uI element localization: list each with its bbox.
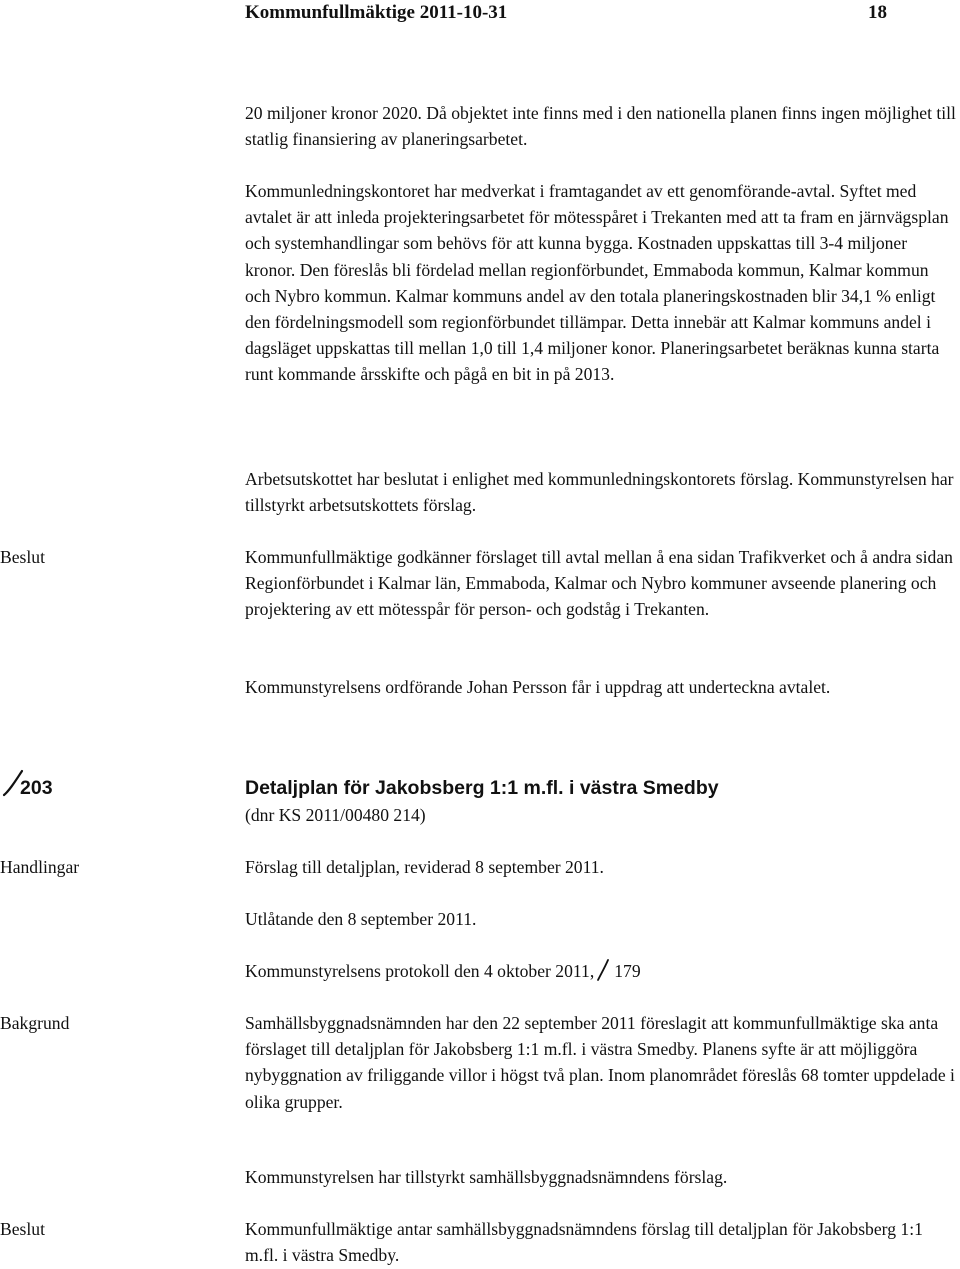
background-label: Bakgrund	[0, 1013, 70, 1033]
paragraph-text: Samhällsbyggnadsnämnden har den 22 september 2011 föreslagit att kommunfullmäktige ska anta förslaget till detaljplan för Jakobsberg 1:1 m.fl. i västra Smedby. Planens syfte är att möjliggöra nybyggnation av friliggande villor i högst två plan. Inom planområdet föreslås 68 tomter uppdelade i olika grupper.	[245, 1013, 955, 1112]
paragraph-text: Kommunfullmäktige antar samhällsbyggnadsnämndens förslag till detaljplan för Jakobsberg 1:1 m.fl. i västra Smedby.	[245, 1219, 923, 1266]
background-paragraph-1	[245, 1010, 957, 1115]
protocol-number: 179	[614, 961, 641, 981]
document-item-1	[245, 854, 957, 880]
case-number: 203	[20, 777, 53, 799]
header-title: Kommunfullmäktige 2011-10-31	[245, 2, 508, 23]
continued-paragraph-1	[245, 100, 957, 152]
page-number: 18	[868, 2, 887, 23]
document-item-3	[245, 958, 957, 984]
background-paragraph-2	[245, 1164, 957, 1190]
paragraph-text: Kommunstyrelsen har tillstyrkt samhällsbyggnadsnämndens förslag.	[245, 1167, 728, 1187]
decision-paragraph-1	[245, 544, 957, 623]
decision-paragraph-203	[245, 1216, 957, 1268]
case-title: Detaljplan för Jakobsberg 1:1 m.fl. i västra Smedby	[245, 777, 719, 799]
paragraph-text: Utlåtande den 8 september 2011.	[245, 909, 477, 929]
decision-paragraph-2	[245, 674, 957, 700]
continued-paragraph-3	[245, 466, 957, 518]
decision-label: Beslut	[0, 547, 45, 567]
paragraph-text: Kommunfullmäktige godkänner förslaget till avtal mellan å ena sidan Trafikverket och å andra sidan Regionförbundet i Kalmar län, Emmaboda, Kalmar och Nybro kommuner avseende planering och projektering av ett mötesspår för person- och godståg i Trekanten.	[245, 547, 953, 620]
page-header	[0, 0, 960, 26]
section-sign-icon	[596, 959, 610, 981]
continued-paragraph-2	[245, 178, 957, 388]
paragraph-text: Förslag till detaljplan, reviderad 8 september 2011.	[245, 857, 604, 877]
protocol-text: Kommunstyrelsens protokoll den 4 oktober 2011,	[245, 961, 595, 981]
decision-label-203: Beslut	[0, 1219, 45, 1239]
paragraph-text: Arbetsutskottet har beslutat i enlighet med kommunledningskontorets förslag. Kommunstyrelsen har tillstyrkt arbetsutskottets förslag.	[245, 469, 954, 516]
case-dnr: (dnr KS 2011/00480 214)	[245, 805, 426, 825]
paragraph-text: Kommunledningskontoret har medverkat i framtagandet av ett genomförande-avtal. Syftet med avtalet är att inleda projekteringsarbetet för mötesspåret i Trekanten med att ta fram en järnvägsplan och systemhandlingar som behövs för att kunna bygga. Kostnaden uppskattas till 3-4 miljoner kronor. Den föreslås bli fördelad mellan regionförbundet, Emmaboda kommun, Kalmar kommun och Nybro kommun. Kalmar kommuns andel av den totala planeringskostnaden blir 34,1 % enligt den fördelningsmodell som regionförbundet tillämpar. Detta innebär att Kalmar kommuns andel i dagsläget uppskattas till mellan 1,0 till 1,4 miljoner konor. Planeringsarbetet beräknas kunna starta runt kommande årsskifte och pågå en bit in på 2013.	[245, 181, 949, 385]
protocol-line	[245, 958, 957, 984]
documents-label: Handlingar	[0, 857, 80, 877]
paragraph-text: Kommunstyrelsens ordförande Johan Persson får i uppdrag att underteckna avtalet.	[245, 677, 831, 697]
paragraph-text: 20 miljoner kronor 2020. Då objektet inte finns med i den nationella planen finns ingen möjlighet till statlig finansiering av planeringsarbetet.	[245, 103, 956, 150]
document-item-2	[245, 906, 957, 932]
